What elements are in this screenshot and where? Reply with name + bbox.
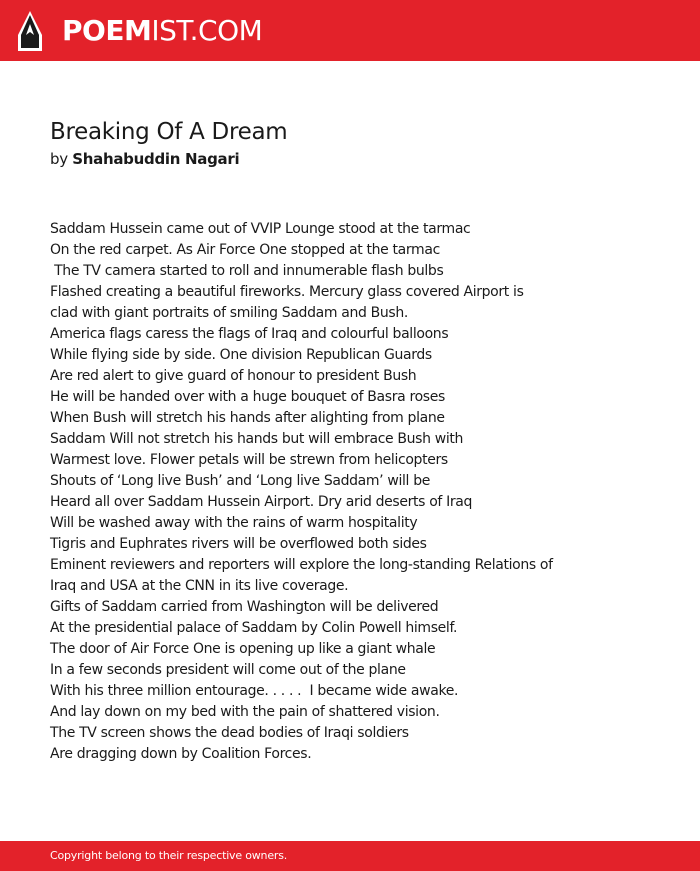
poem-line: The TV screen shows the dead bodies of Iraqi soldiers [50, 725, 409, 741]
pencil-tip-icon[interactable] [17, 10, 43, 52]
copyright-notice: Copyright belong to their respective owners. [50, 849, 288, 862]
poem-line: clad with giant portraits of smiling Saddam and Bush. [50, 305, 408, 321]
poem-line: Flashed creating a beautiful fireworks. Mercury glass covered Airport is [50, 284, 524, 300]
poem-line: The TV camera started to roll and innumerable flash bulbs [50, 263, 444, 279]
poem-line: Tigris and Euphrates rivers will be overflowed both sides [50, 536, 427, 552]
site-logo[interactable] [62, 14, 262, 48]
poem-line: Are dragging down by Coalition Forces. [50, 746, 312, 762]
poem-line: And lay down on my bed with the pain of shattered vision. [50, 704, 440, 720]
poem-line: Will be washed away with the rains of warm hospitality [50, 515, 418, 531]
poem-line: When Bush will stretch his hands after alighting from plane [50, 410, 445, 426]
logo-light-text: IST.COM [151, 14, 263, 47]
site-footer [0, 841, 700, 871]
poem-line: He will be handed over with a huge bouquet of Basra roses [50, 389, 445, 405]
poem-line: While flying side by side. One division Republican Guards [50, 347, 432, 363]
poem-line: Iraq and USA at the CNN in its live coverage. [50, 578, 349, 594]
poem-title: Breaking Of A Dream [50, 119, 288, 145]
poem-line: At the presidential palace of Saddam by Colin Powell himself. [50, 620, 458, 636]
poem-line: In a few seconds president will come out of the plane [50, 662, 406, 678]
by-label: by [50, 150, 68, 168]
poem-line: Eminent reviewers and reporters will explore the long-standing Relations of [50, 557, 553, 573]
poem-line: The door of Air Force One is opening up like a giant whale [50, 641, 436, 657]
poem-line: Are red alert to give guard of honour to president Bush [50, 368, 417, 384]
author-name: Shahabuddin Nagari [72, 150, 240, 168]
logo-bold-text: POEM [62, 14, 152, 47]
poem-line: Saddam Hussein came out of VVIP Lounge stood at the tarmac [50, 221, 471, 237]
poem-line: Heard all over Saddam Hussein Airport. Dry arid deserts of Iraq [50, 494, 473, 510]
poem-line: Warmest love. Flower petals will be strewn from helicopters [50, 452, 448, 468]
poem-line: Saddam Will not stretch his hands but will embrace Bush with [50, 431, 464, 447]
poem-line: On the red carpet. As Air Force One stopped at the tarmac [50, 242, 440, 258]
poem-line: America flags caress the flags of Iraq and colourful balloons [50, 326, 449, 342]
poem-line: Shouts of ‘Long live Bush’ and ‘Long live Saddam’ will be [50, 473, 431, 489]
poem-line: With his three million entourage. . . . . I became wide awake. [50, 683, 459, 699]
byline [50, 148, 239, 170]
poem-body [50, 219, 650, 765]
site-header [0, 0, 700, 61]
poem-line: Gifts of Saddam carried from Washington will be delivered [50, 599, 439, 615]
